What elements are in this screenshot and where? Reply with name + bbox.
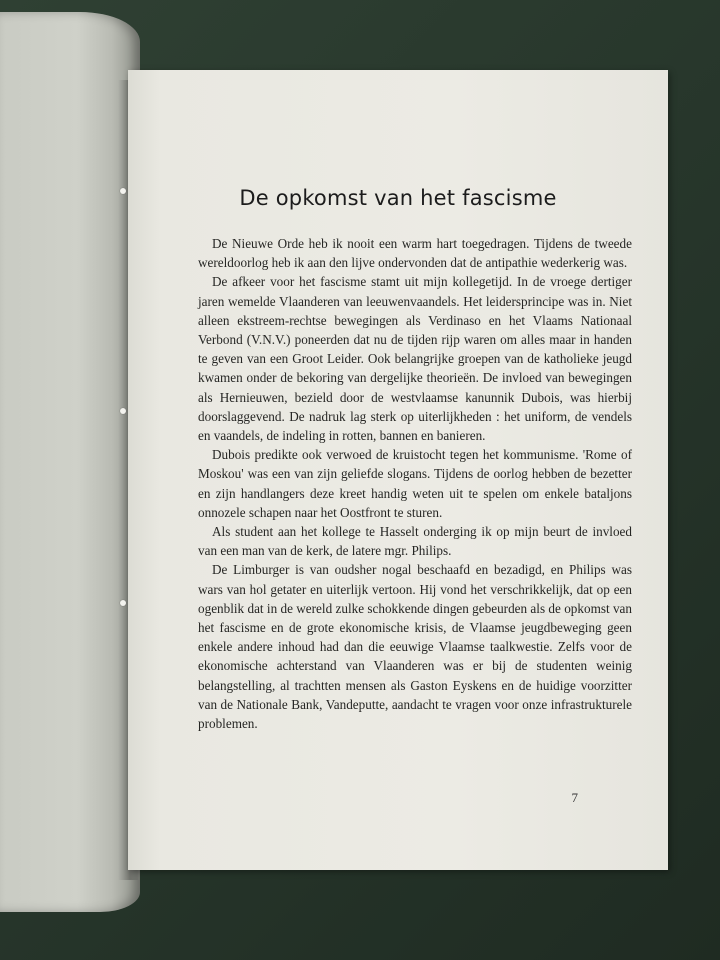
paragraph: De afkeer voor het fascisme stamt uit mijn kollegetijd. In de vroege dertiger jaren wemelde Vlaanderen van leeuwenvaandels. Het leidersprincipe was in. Niet alleen ekstreem-rechtse bewegingen als Verdinaso en het Vlaams Nationaal Verbond (V.N.V.) poneerden dat nu de tijden rijp waren om alles maar in handen te geven van een Groot Leider. Ook belangrijke groepen van de katholieke jeugd kwamen onder de bekoring van dergelijke theorieën. De invloed van bewegingen als Hernieuwen, bezield door de westvlaamse kanunnik Dubois, was hierbij doorslaggevend. De nadruk lag sterk op uiterlijkheden : het uniform, de vendels en vaandels, de indeling in rotten, bannen en banieren. [198,274,632,444]
paragraph: Dubois predikte ook verwoed de kruistocht tegen het kommunisme. 'Rome of Moskou' was een van zijn geliefde slogans. Tijdens de oorlog hebben de bezetter en zijn handlangers deze kreet handig weten uit te spelen om enkele bataljons onnozele schapen naar het Oostfront te sturen. [198,447,632,520]
binding-stitch [120,188,126,194]
body-text [198,234,632,733]
page-title: De opkomst van het fascisme [239,186,557,210]
paragraph: De Nieuwe Orde heb ik nooit een warm hart toegedragen. Tijdens de tweede wereldoorlog heb ik aan den lijve ondervonden dat de antipathie wederkerig was. [198,236,632,271]
binding-stitch [120,408,126,414]
binding-stitch [120,600,126,606]
paragraph: De Limburger is van oudsher nogal beschaafd en bezadigd, en Philips was wars van hol getater en uiterlijk vertoon. Hij vond het verschrikkelijk, dat op een ogenblik dat in de wereld zulke schokkende dingen gebeurden als de opkomst van het fascisme en de grote ekonomische krisis, de Vlaamse jeugdbeweging geen enkele andere inhoud had dan die eeuwige Vlaamse taalkwestie. Zelfs voor de ekonomische achterstand van Vlaanderen was er bij de studenten weinig belangstelling, al trachtten mensen als Gaston Eyskens en de huidige voorzitter van de Nationale Bank, Vandeputte, aandacht te vragen voor onze infrastrukturele problemen. [198,562,632,732]
paragraph: Als student aan het kollege te Hasselt onderging ik op mijn beurt de invloed van een man van de kerk, de latere mgr. Philips. [198,524,632,559]
right-page [128,70,668,870]
page-number: 7 [571,790,578,805]
